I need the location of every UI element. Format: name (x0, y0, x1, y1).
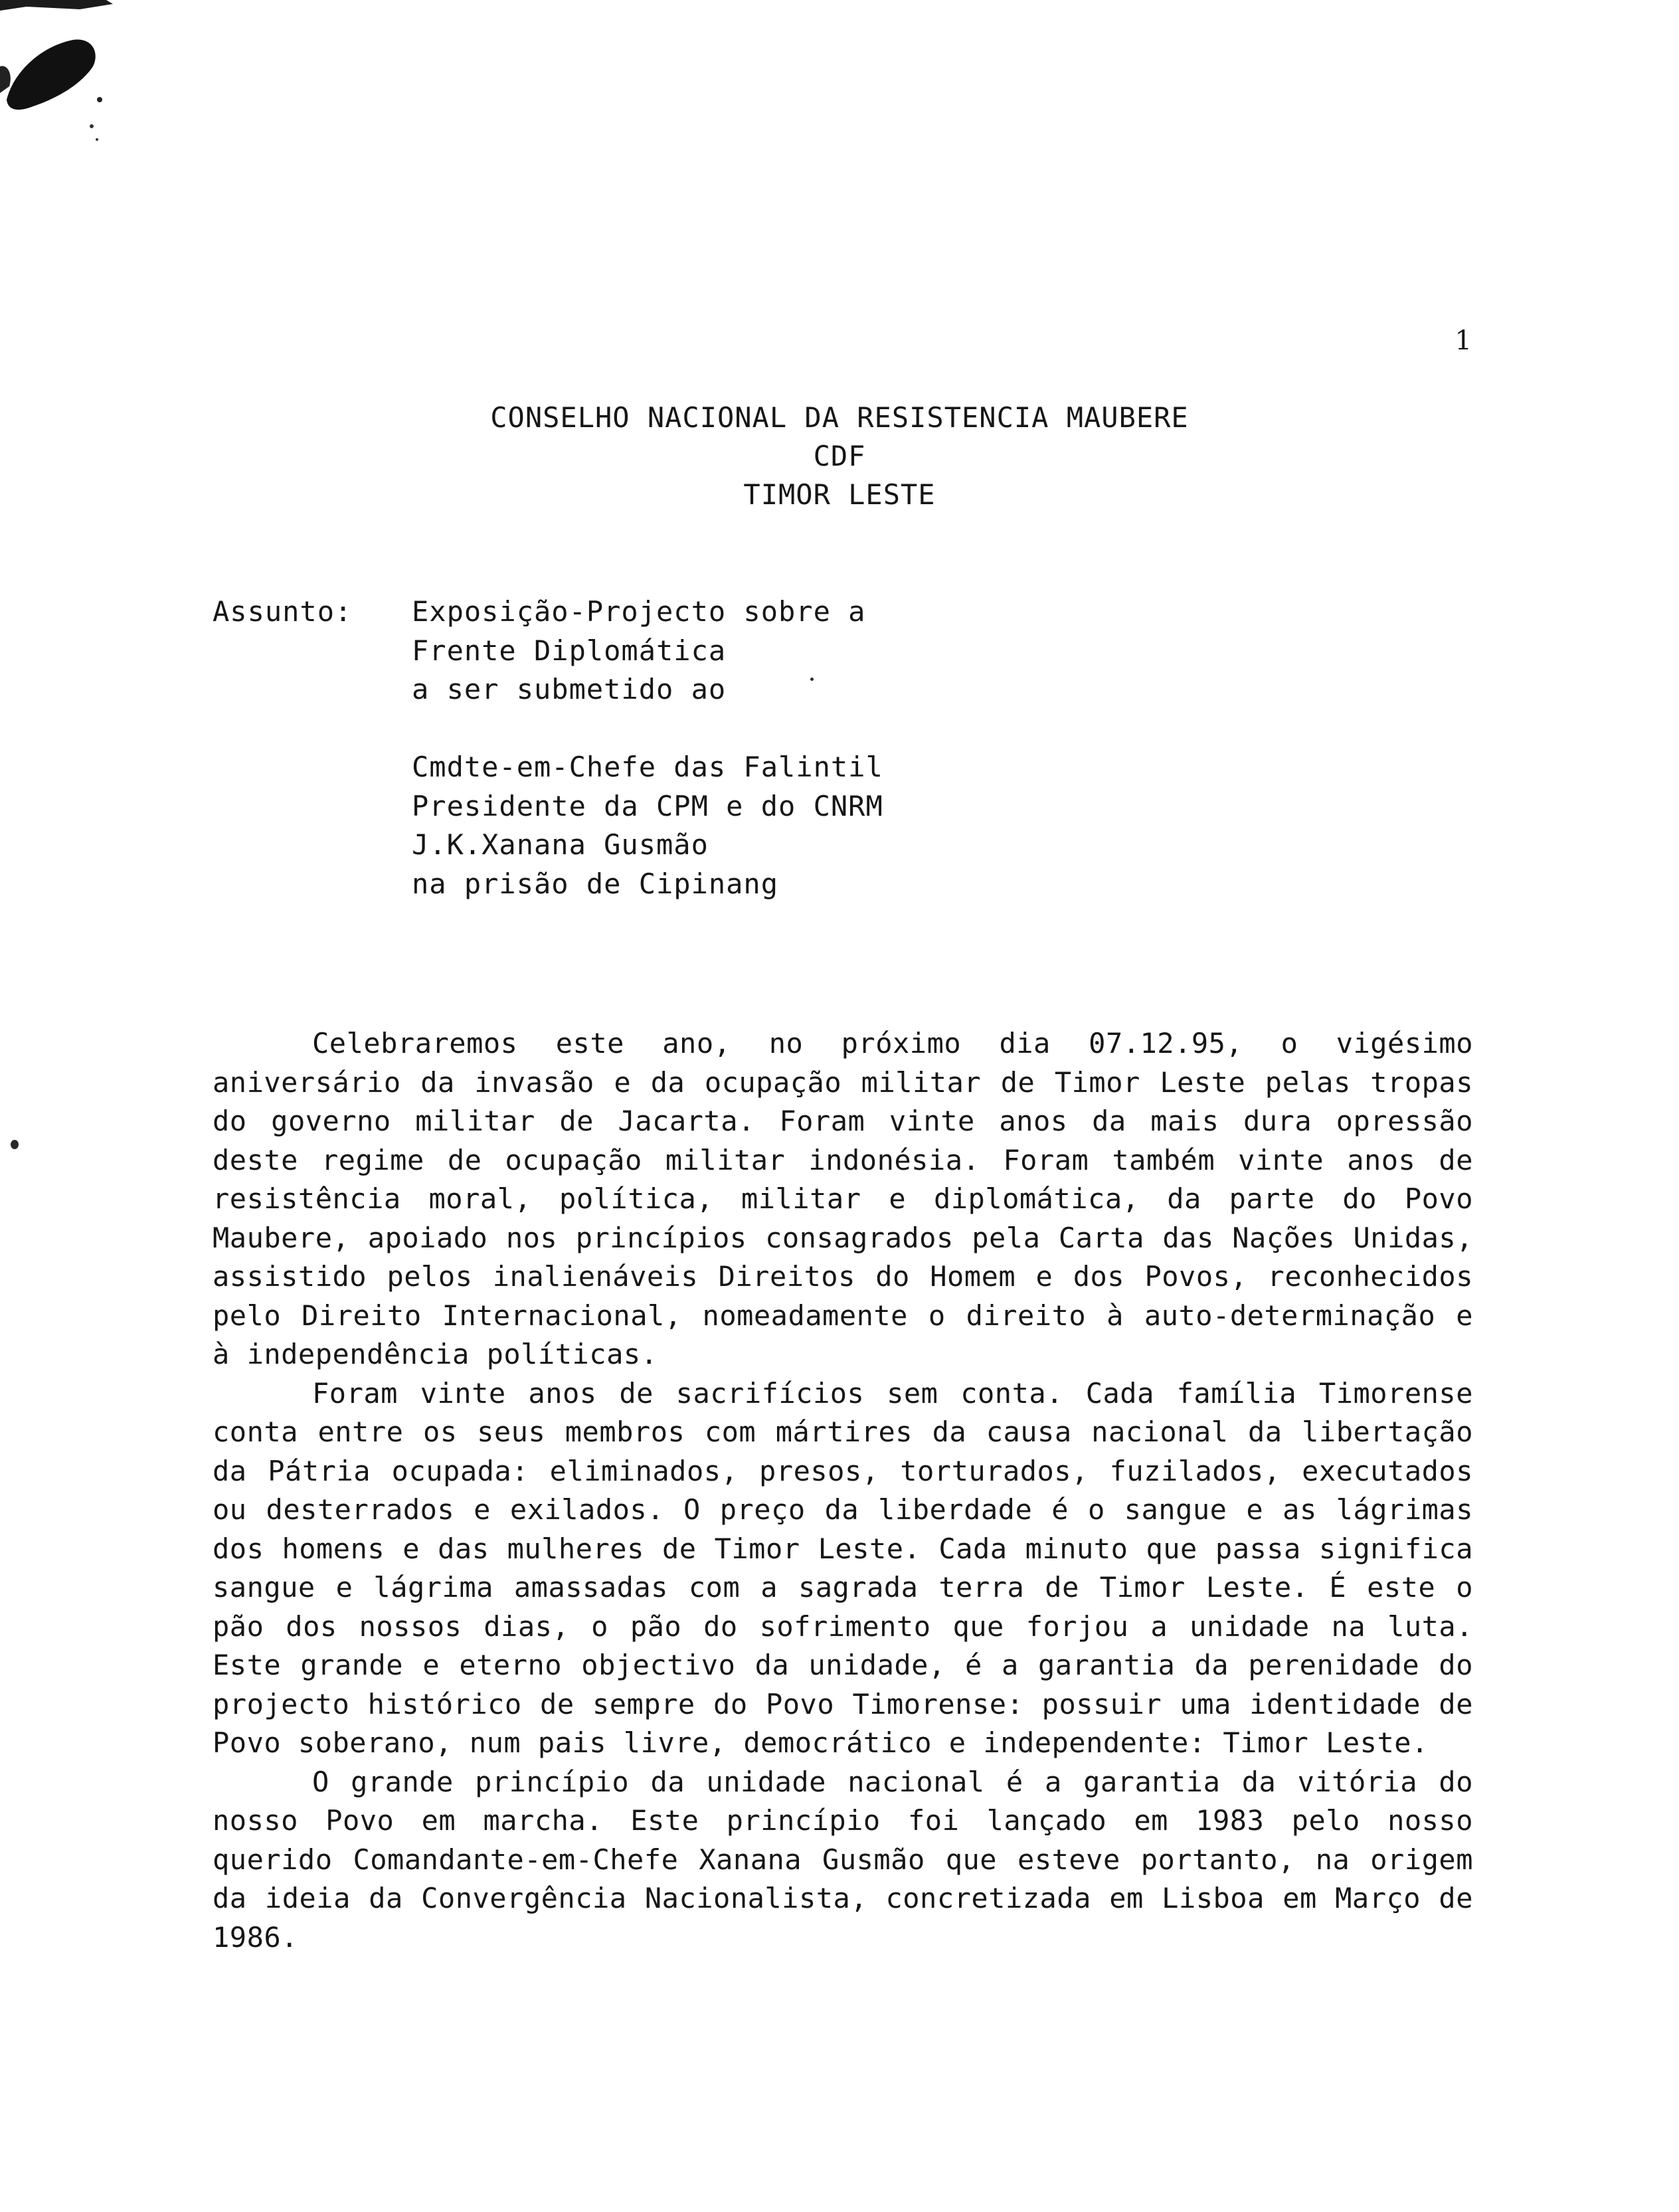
scan-corner-blot (0, 0, 133, 159)
subject-line: a ser submetido ao (412, 673, 727, 705)
scan-speck (11, 1140, 19, 1149)
body-text (213, 1024, 1473, 1957)
header-organization: CONSELHO NACIONAL DA RESISTENCIA MAUBERE (490, 401, 1189, 434)
subject-label: Assunto: (213, 595, 353, 628)
header-abbreviation: CDF (813, 440, 866, 472)
body-paragraph: Celebraremos este ano, no próximo dia 07.12.95, o vigésimo aniversário da invasão e da ocupação militar de Timor Leste pelas tropas do governo militar de Jacarta. Foram vinte anos da mais dura opressão deste regime de ocupação militar indonésia. Foram também vinte anos de resistência moral, política, militar e diplomática, da parte do Povo Maubere, apoiado nos princípios consagrados pela Carta das Nações Unidas, assistido pelos inalienáveis Direitos do Homem e dos Povos, reconhecidos pelo Direito Internacional, nomeadamente o direito à auto-determinação e à independência políticas. (213, 1027, 1473, 1370)
subject-line: Frente Diplomática (412, 634, 727, 667)
body-paragraph: O grande princípio da unidade nacional é a garantia da vitória do nosso Povo em marcha. Este princípio foi lançado em 1983 pelo nosso querido Comandante-em-Chefe Xanana Gusmão que esteve portanto, na origem da ideia da Convergência Nacionalista, concretizada em Lisboa em Março de 1986. (213, 1765, 1473, 1954)
subject-line: Presidente da CPM e do CNRM (412, 789, 883, 822)
subject-lines (412, 593, 1209, 903)
subject-line-blank (412, 709, 1209, 749)
subject-line: na prisão de Cipinang (412, 867, 779, 900)
subject-line: Cmdte-em-Chefe das Falintil (412, 751, 883, 783)
page-number: 1 (1455, 325, 1472, 356)
header-country: TIMOR LESTE (743, 478, 936, 511)
document-header (0, 399, 1679, 514)
body-paragraph: Foram vinte anos de sacrifícios sem conta. Cada família Timorense conta entre os seus membros com mártires da causa nacional da libertação da Pátria ocupada: eliminados, presos, torturados, fuzilados, executados ou desterrados e exilados. O preço da liberdade é o sangue e as lágrimas dos homens e das mulheres de Timor Leste. Cada minuto que passa significa sangue e lágrima amassadas com a sagrada terra de Timor Leste. É este o pão dos nossos dias, o pão do sofrimento que forjou a unidade na luta. Este grande e eterno objectivo da unidade, é a garantia da perenidade do projecto histórico de sempre do Povo Timorense: possuir uma identidade de Povo soberano, num pais livre, democrático e independente: Timor Leste. (213, 1376, 1473, 1759)
subject-line: J.K.Xanana Gusmão (412, 828, 709, 861)
subject-line: Exposição-Projecto sobre a (412, 595, 866, 628)
